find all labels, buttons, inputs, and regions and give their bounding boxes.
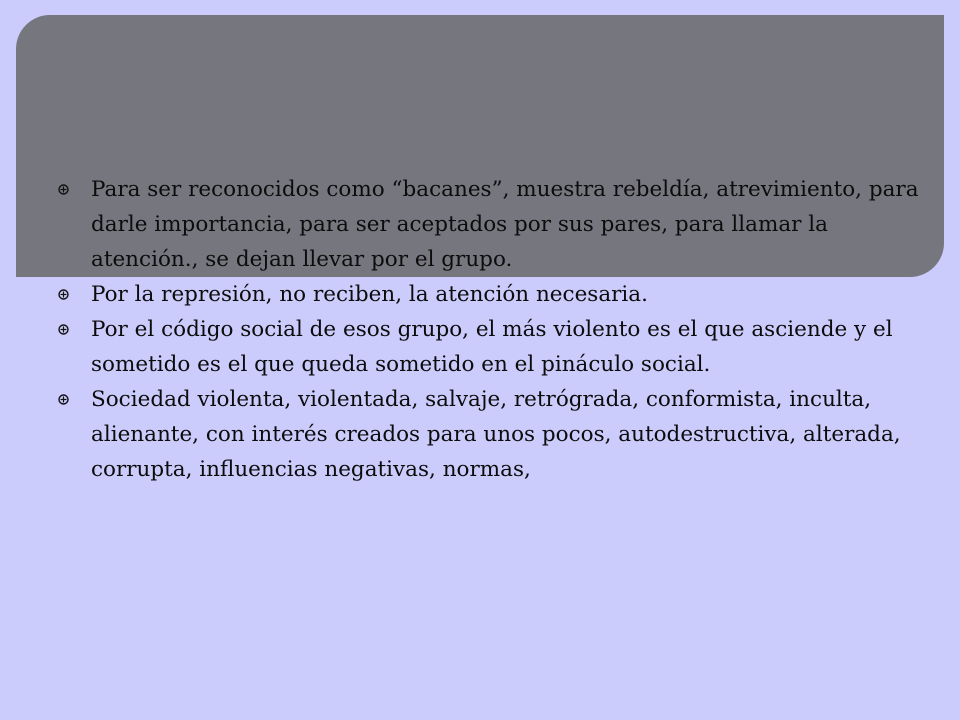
bullet-circle-icon bbox=[58, 394, 69, 405]
bullet-text-1: Para ser reconocidos como “bacanes”, muestra rebeldía, atrevimiento, para darle importancia, para ser aceptados por sus pares, para llamar la atención., se dejan llevar por el grupo. bbox=[91, 177, 919, 272]
bullet-item-3 bbox=[58, 312, 928, 382]
bullet-item-4 bbox=[58, 382, 928, 487]
bullet-text-4: Sociedad violenta, violentada, salvaje, retrógrada, conformista, inculta, alienante, con interés creados para unos pocos, autodestructiva, alterada, corrupta, influencias negativas, normas, bbox=[91, 387, 901, 482]
bullet-circle-icon bbox=[58, 184, 69, 195]
bullet-text-3: Por el código social de esos grupo, el más violento es el que asciende y el sometido es el que queda sometido en el pináculo social. bbox=[91, 317, 893, 377]
bullet-item-2 bbox=[58, 277, 928, 312]
bullet-item-1 bbox=[58, 172, 928, 277]
bullet-circle-icon bbox=[58, 324, 69, 335]
bullet-text-2: Por la represión, no reciben, la atención necesaria. bbox=[91, 282, 648, 307]
bullet-circle-icon bbox=[58, 289, 69, 300]
bullet-list bbox=[58, 172, 928, 487]
